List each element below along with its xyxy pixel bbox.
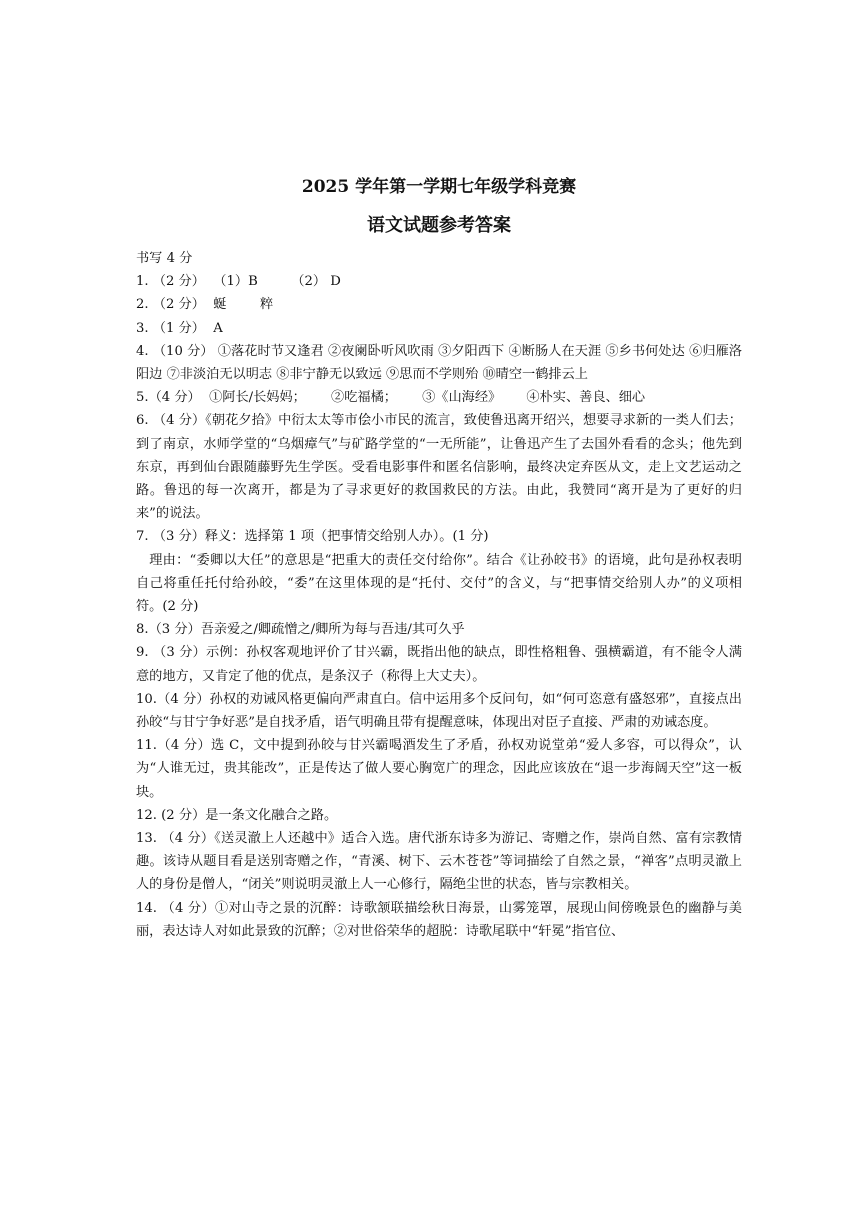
answer-q7-definition: 7. （3 分）释义：选择第 1 项（把事情交给别人办）。(1 分) — [136, 529, 489, 545]
answer-q7-reason: 理由：“委卿以大任”的意思是“把重大的责任交付给你”。结合《让孙皎书》的语境，此句是孙权表明自己将重任托付给孙皎，“委”在这里体现的是“托付、交付”的含义，与“把事情交给别人办”的义项相符。(2 分) — [136, 552, 742, 615]
answer-q11: 11.（4 分）选 C，文中提到孙皎与甘兴霸喝酒发生了矛盾，孙权劝说堂弟“爱人多容，可以得众”，认为“人谁无过，贵其能改”，正是传达了做人要心胸宽广的理念，因此应该放在“退一步海阔天空”这一板块。 — [136, 738, 742, 800]
answer-q2: 2. （2 分） 蜒 粹 — [136, 297, 274, 313]
document-title: 2025 学年第一学期七年级学科竞赛 — [301, 177, 577, 197]
answer-q6: 6. （4 分）《朝花夕拾》中衍太太等市侩小市民的流言，致使鲁迅离开绍兴，想要寻求新的一类人们去；到了南京，水师学堂的“乌烟瘴气”与矿路学堂的“一无所能”，让鲁迅产生了去国外看看的念头；他先到东京，再到仙台跟随藤野先生学医。受看电影事件和匿名信影响，最终决定弃医从文，走上文艺运动之路。鲁迅的每一次离开，都是为了寻求更好的救国救民的方法。由此，我赞同“离开是为了更好的归来”的说法。 — [136, 413, 742, 522]
answer-q10: 10.（4 分）孙权的劝诫风格更偏向严肃直白。信中运用多个反问句，如“何可恣意有盛怒邪”，直接点出孙皎“与甘宁争好恶”是自找矛盾，语气明确且带有提醒意味，体现出对臣子直接、严肃的劝诫态度。 — [136, 691, 742, 731]
answer-q14: 14. （4 分）①对山寺之景的沉醉：诗歌颔联描绘秋日海景，山雾笼罩，展现山间傍晚景色的幽静与美丽，表达诗人对如此景致的沉醉；②对世俗荣华的超脱：诗歌尾联中“轩冕”指官位、 — [136, 900, 742, 939]
answer-body — [136, 247, 742, 943]
answer-q4: 4. （10 分） ①落花时节又逢君 ②夜阑卧听风吹雨 ③夕阳西下 ④断肠人在天涯 ⑤乡书何处达 ⑥归雁洛阳边 ⑦非淡泊无以明志 ⑧非宁静无以致远 ⑨思而不学则殆 ⑩晴空一鹤排云上 — [136, 343, 742, 383]
answer-q3: 3. （1 分） A — [136, 320, 223, 336]
answer-q8: 8.（3 分）吾亲爱之/卿疏憎之/卿所为每与吾违/其可久乎 — [136, 622, 465, 638]
answer-q5: 5.（4 分） ①阿长/长妈妈； ②吃福橘； ③《山海经》 ④朴实、善良、细心 — [136, 390, 646, 406]
answer-q13: 13. （4 分）《送灵澈上人还越中》适合入选。唐代浙东诗多为游记、寄赠之作，崇尚自然、富有宗教情趣。该诗从题目看是送别寄赠之作，“青溪、树下、云木苍苍”等词描绘了自然之景，“禅客”点明灵澈上人的身份是僧人，“闭关”则说明灵澈上人一心修行，隔绝尘世的状态，皆与宗教相关。 — [136, 831, 742, 893]
answer-q9: 9. （3 分）示例：孙权客观地评价了甘兴霸，既指出他的缺点，即性格粗鲁、强横霸道，有不能令人满意的地方，又肯定了他的优点，是条汉子（称得上大丈夫）。 — [136, 645, 742, 684]
answer-handwriting: 书写 4 分 — [136, 251, 193, 266]
document-subtitle: 语文试题参考答案 — [367, 215, 511, 236]
answer-q1: 1. （2 分） （1）B （2） D — [136, 274, 341, 290]
answer-q12: 12. (2 分）是一条文化融合之路。 — [136, 807, 338, 823]
